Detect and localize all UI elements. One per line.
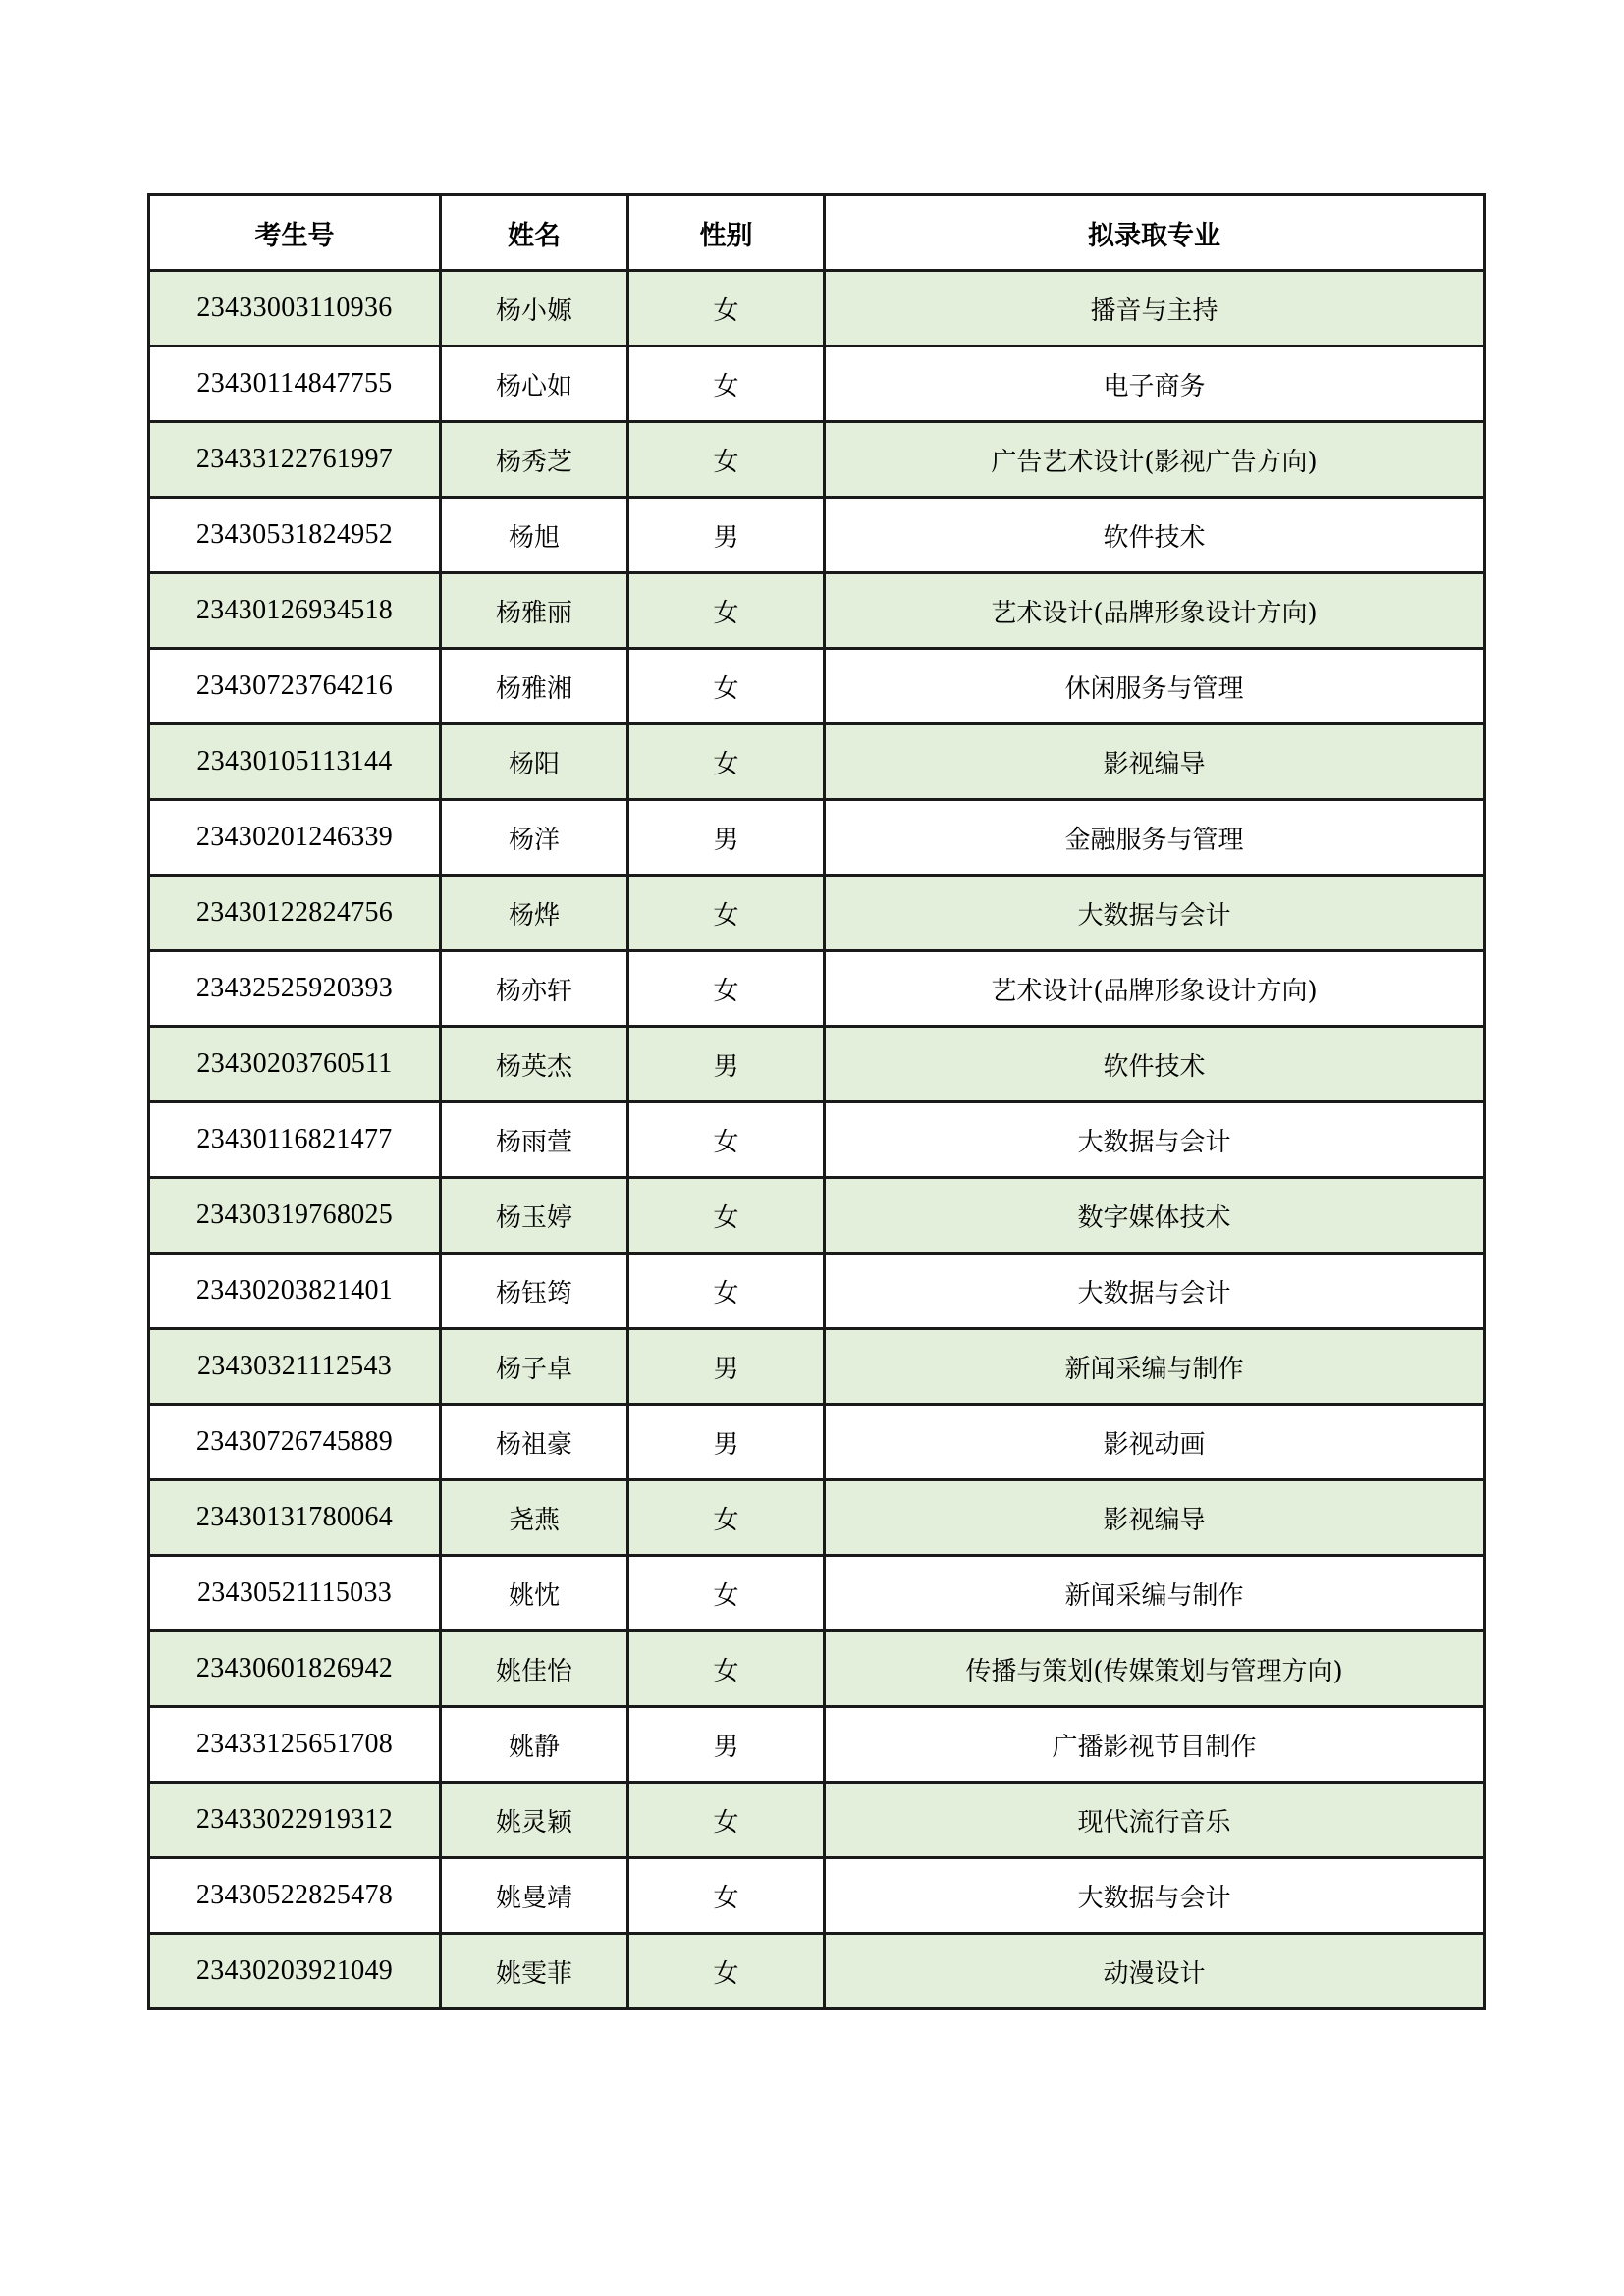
cell-major: 艺术设计(品牌形象设计方向) <box>825 951 1485 1027</box>
table-row <box>149 724 1485 800</box>
table-row <box>149 498 1485 573</box>
cell-name: 杨祖豪 <box>441 1405 628 1480</box>
cell-exam-no: 23430122824756 <box>149 876 441 951</box>
cell-gender: 女 <box>628 1556 825 1631</box>
cell-major: 现代流行音乐 <box>825 1783 1485 1858</box>
cell-gender: 女 <box>628 649 825 724</box>
cell-name: 杨洋 <box>441 800 628 876</box>
cell-name: 杨雅湘 <box>441 649 628 724</box>
cell-major: 大数据与会计 <box>825 1254 1485 1329</box>
cell-gender: 女 <box>628 1178 825 1254</box>
cell-major: 影视动画 <box>825 1405 1485 1480</box>
cell-major: 大数据与会计 <box>825 876 1485 951</box>
cell-gender: 女 <box>628 724 825 800</box>
table-row <box>149 1405 1485 1480</box>
table-row <box>149 1329 1485 1405</box>
cell-name: 姚雯菲 <box>441 1934 628 2009</box>
cell-name: 杨阳 <box>441 724 628 800</box>
table-row <box>149 1556 1485 1631</box>
cell-name: 杨亦轩 <box>441 951 628 1027</box>
cell-name: 姚静 <box>441 1707 628 1783</box>
table-row <box>149 1707 1485 1783</box>
cell-exam-no: 23430126934518 <box>149 573 441 649</box>
cell-exam-no: 23430601826942 <box>149 1631 441 1707</box>
cell-major: 电子商务 <box>825 347 1485 422</box>
cell-exam-no: 23430522825478 <box>149 1858 441 1934</box>
table-row <box>149 876 1485 951</box>
cell-gender: 女 <box>628 1858 825 1934</box>
cell-exam-no: 23433022919312 <box>149 1783 441 1858</box>
cell-gender: 男 <box>628 1707 825 1783</box>
table-row <box>149 1178 1485 1254</box>
table-row <box>149 800 1485 876</box>
table-row <box>149 1783 1485 1858</box>
table-row <box>149 347 1485 422</box>
table-row <box>149 1480 1485 1556</box>
table-row <box>149 422 1485 498</box>
cell-name: 姚曼靖 <box>441 1858 628 1934</box>
cell-exam-no: 23430131780064 <box>149 1480 441 1556</box>
cell-gender: 男 <box>628 800 825 876</box>
cell-exam-no: 23433125651708 <box>149 1707 441 1783</box>
cell-gender: 女 <box>628 1254 825 1329</box>
table-row <box>149 573 1485 649</box>
cell-gender: 女 <box>628 1934 825 2009</box>
cell-gender: 男 <box>628 1405 825 1480</box>
table-row <box>149 1254 1485 1329</box>
cell-gender: 女 <box>628 347 825 422</box>
cell-exam-no: 23430116821477 <box>149 1102 441 1178</box>
cell-exam-no: 23430321112543 <box>149 1329 441 1405</box>
cell-name: 姚佳怡 <box>441 1631 628 1707</box>
table-row <box>149 1631 1485 1707</box>
cell-name: 杨旭 <box>441 498 628 573</box>
cell-name: 杨子卓 <box>441 1329 628 1405</box>
cell-major: 广播影视节目制作 <box>825 1707 1485 1783</box>
cell-name: 尧燕 <box>441 1480 628 1556</box>
cell-gender: 男 <box>628 1329 825 1405</box>
table-row <box>149 271 1485 347</box>
cell-major: 休闲服务与管理 <box>825 649 1485 724</box>
cell-major: 大数据与会计 <box>825 1102 1485 1178</box>
cell-gender: 男 <box>628 1027 825 1102</box>
cell-major: 软件技术 <box>825 498 1485 573</box>
table-row <box>149 1934 1485 2009</box>
cell-major: 播音与主持 <box>825 271 1485 347</box>
cell-exam-no: 23433003110936 <box>149 271 441 347</box>
cell-gender: 女 <box>628 422 825 498</box>
cell-exam-no: 23432525920393 <box>149 951 441 1027</box>
cell-name: 姚灵颖 <box>441 1783 628 1858</box>
cell-gender: 女 <box>628 1783 825 1858</box>
cell-major: 传播与策划(传媒策划与管理方向) <box>825 1631 1485 1707</box>
cell-gender: 女 <box>628 573 825 649</box>
cell-exam-no: 23430203760511 <box>149 1027 441 1102</box>
cell-gender: 男 <box>628 498 825 573</box>
cell-name: 杨烨 <box>441 876 628 951</box>
header-major: 拟录取专业 <box>825 195 1485 271</box>
table-row <box>149 1027 1485 1102</box>
header-name: 姓名 <box>441 195 628 271</box>
cell-name: 姚忱 <box>441 1556 628 1631</box>
cell-name: 杨玉婷 <box>441 1178 628 1254</box>
cell-gender: 女 <box>628 876 825 951</box>
cell-exam-no: 23430319768025 <box>149 1178 441 1254</box>
cell-exam-no: 23430105113144 <box>149 724 441 800</box>
cell-name: 杨英杰 <box>441 1027 628 1102</box>
cell-exam-no: 23433122761997 <box>149 422 441 498</box>
cell-major: 软件技术 <box>825 1027 1485 1102</box>
cell-name: 杨雅丽 <box>441 573 628 649</box>
table-row <box>149 1858 1485 1934</box>
cell-exam-no: 23430203821401 <box>149 1254 441 1329</box>
table-body <box>149 271 1485 2009</box>
cell-name: 杨小嫄 <box>441 271 628 347</box>
cell-major: 新闻采编与制作 <box>825 1556 1485 1631</box>
cell-major: 影视编导 <box>825 724 1485 800</box>
cell-major: 新闻采编与制作 <box>825 1329 1485 1405</box>
cell-major: 数字媒体技术 <box>825 1178 1485 1254</box>
table-row <box>149 649 1485 724</box>
cell-exam-no: 23430521115033 <box>149 1556 441 1631</box>
cell-gender: 女 <box>628 1102 825 1178</box>
header-exam-no: 考生号 <box>149 195 441 271</box>
cell-gender: 女 <box>628 1631 825 1707</box>
cell-major: 动漫设计 <box>825 1934 1485 2009</box>
cell-exam-no: 23430531824952 <box>149 498 441 573</box>
cell-exam-no: 23430203921049 <box>149 1934 441 2009</box>
cell-exam-no: 23430726745889 <box>149 1405 441 1480</box>
table-row <box>149 1102 1485 1178</box>
cell-gender: 女 <box>628 1480 825 1556</box>
cell-gender: 女 <box>628 951 825 1027</box>
cell-major: 金融服务与管理 <box>825 800 1485 876</box>
admission-list-table <box>147 193 1486 2010</box>
cell-name: 杨钰筠 <box>441 1254 628 1329</box>
cell-major: 艺术设计(品牌形象设计方向) <box>825 573 1485 649</box>
cell-major: 广告艺术设计(影视广告方向) <box>825 422 1485 498</box>
cell-exam-no: 23430201246339 <box>149 800 441 876</box>
table-row <box>149 951 1485 1027</box>
cell-name: 杨雨萱 <box>441 1102 628 1178</box>
cell-gender: 女 <box>628 271 825 347</box>
cell-name: 杨秀芝 <box>441 422 628 498</box>
cell-exam-no: 23430723764216 <box>149 649 441 724</box>
cell-exam-no: 23430114847755 <box>149 347 441 422</box>
cell-major: 大数据与会计 <box>825 1858 1485 1934</box>
cell-name: 杨心如 <box>441 347 628 422</box>
header-row <box>149 195 1485 271</box>
cell-major: 影视编导 <box>825 1480 1485 1556</box>
header-gender: 性别 <box>628 195 825 271</box>
